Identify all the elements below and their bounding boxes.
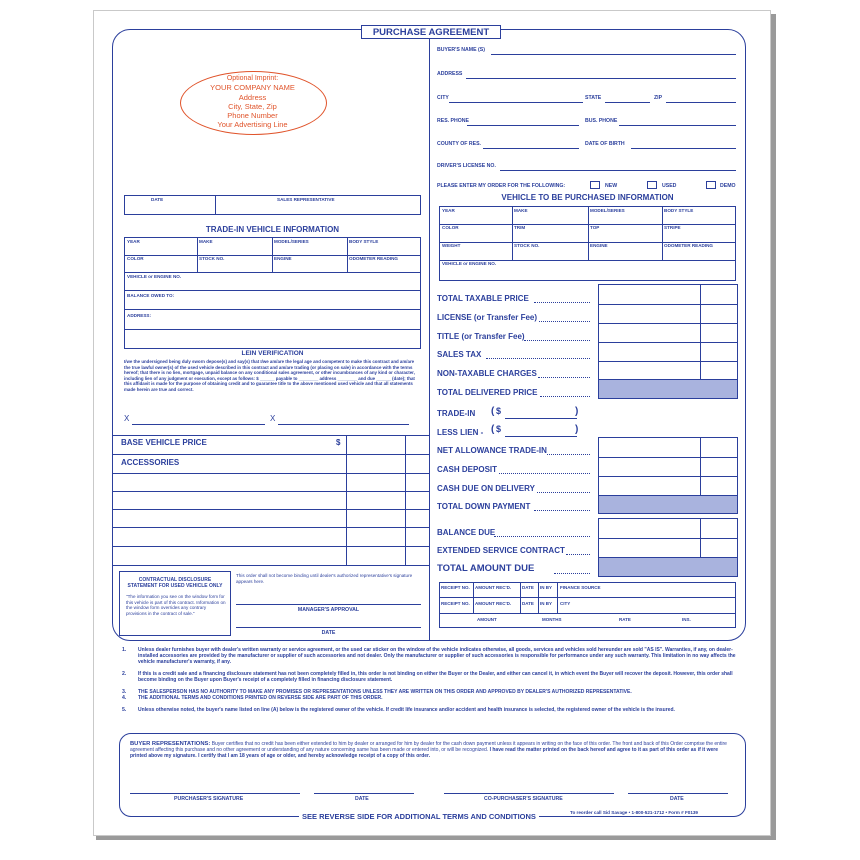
new-label: NEW — [605, 183, 618, 189]
dots — [547, 454, 590, 455]
date-rep-box — [124, 195, 421, 215]
dots — [554, 573, 590, 574]
less-lien-line[interactable] — [505, 436, 577, 437]
vp-engine: ENGINE — [590, 243, 608, 248]
dots — [499, 473, 590, 474]
county-line[interactable] — [483, 148, 579, 149]
dob-line[interactable] — [631, 148, 736, 149]
amount-recd-2: AMOUNT REC'D. — [475, 601, 512, 606]
row-line — [440, 597, 735, 598]
amount-recd-1: AMOUNT REC'D. — [475, 585, 512, 590]
vp-col-line — [588, 207, 589, 260]
binding-note: This order shall not become binding until dealer's authorized representative's signature appears here. — [236, 573, 413, 584]
less-lien-dollar: $ — [496, 424, 502, 434]
demo-checkbox[interactable] — [706, 181, 716, 189]
finance-source: FINANCE SOURCE — [560, 585, 601, 590]
managers-approval-label: MANAGER'S APPROVAL — [297, 607, 360, 613]
row-line — [125, 290, 420, 291]
base-row-line — [112, 473, 429, 474]
address-line[interactable] — [466, 78, 736, 79]
price-box-2 — [598, 437, 738, 514]
contractual-text: "The information you see on the window form for this vehicle is part of this contract. Information on the window form overrides any contrary provisions in the contract of sale." — [126, 594, 226, 616]
total-down-shade — [599, 496, 737, 513]
row-line — [599, 476, 737, 477]
license-label: DRIVER'S LICENSE NO. — [437, 163, 496, 169]
lien-title: LEIN VERIFICATION — [241, 350, 304, 357]
vp-col-line — [512, 207, 513, 260]
base-price-dollar: $ — [336, 438, 341, 447]
ti-stock: STOCK NO. — [199, 256, 225, 261]
bus-phone-label: BUS. PHONE — [585, 118, 618, 124]
row-line — [599, 342, 737, 343]
buyer-rep-label: BUYER REPRESENTATIONS: — [130, 741, 211, 747]
order-prompt: PLEASE ENTER MY ORDER FOR THE FOLLOWING: — [437, 183, 566, 189]
bus-phone-line[interactable] — [619, 125, 736, 126]
col-line — [520, 583, 521, 613]
term-3-text: THE SALESPERSON HAS NO AUTHORITY TO MAKE ANY PROMISES OR REPRESENTATIONS UNLESS THEY ARE WRITTEN ON THIS ORDER AND APPROVED BY DEALER'S AUTHORIZED REPRESENTATIVE. — [138, 689, 632, 695]
in-by-1: IN BY — [540, 585, 553, 590]
dots — [524, 340, 590, 341]
dots — [539, 321, 590, 322]
col-line — [347, 238, 348, 272]
state-line[interactable] — [605, 102, 650, 103]
res-phone-label: RES. PHONE — [437, 118, 469, 124]
col-line — [538, 583, 539, 613]
contractual-title: CONTRACTUAL DISCLOSURE STATEMENT FOR USED VEHICLE ONLY — [127, 577, 223, 589]
vp-trim: TRIM — [514, 225, 526, 230]
col-line — [473, 583, 474, 613]
receipt-city: CITY — [560, 601, 571, 606]
price-box-1 — [598, 284, 738, 399]
base-row-line — [112, 509, 429, 510]
balance-due-label: BALANCE DUE — [437, 528, 496, 537]
manager-sig-line[interactable] — [236, 604, 421, 605]
term-1-text: Unless dealer furnishes buyer with dealer's written warranty or service agreement, or the used car sticker on the window of the vehicle indicates otherwise, all goods, services and vehicles sold hereunder are sold "AS IS". Warranties, if any, on dealer-installed accessories are provided by the manufacturer or supplier of such accessories and not dealer. Only the manufacturer or supplier of such accessories is responsible for performance under any such warranty. This limitation in no way affects the vehicle manufacturer's warranty, if any. — [138, 647, 736, 666]
lien-sig-line-1[interactable] — [132, 424, 265, 425]
purchase-agreement-form — [93, 10, 771, 836]
title-fee-label: TITLE (or Transfer Fee) — [437, 332, 525, 341]
reorder-note: To reorder call Sid Savage • 1-800-521-1712 • Form # F0139 — [570, 810, 698, 815]
vp-body: BODY STYLE — [664, 208, 694, 213]
term-4-num: 4. — [122, 695, 127, 701]
sales-rep-label: SALES REPRESENTATIVE — [277, 197, 335, 202]
dob-label: DATE OF BIRTH — [585, 141, 625, 147]
receipt-months: MONTHS — [542, 617, 562, 622]
receipt-amount: AMOUNT — [477, 617, 497, 622]
city-line[interactable] — [449, 102, 583, 103]
used-label: USED — [662, 183, 677, 189]
row-line — [599, 361, 737, 362]
date1-label: DATE — [355, 796, 369, 802]
manager-date-label: DATE — [321, 630, 336, 636]
county-label: COUNTY OF RES. — [437, 141, 482, 147]
res-phone-line[interactable] — [467, 125, 579, 126]
purchaser-sig-line[interactable] — [130, 793, 300, 794]
net-allowance-label: NET ALLOWANCE TRADE-IN — [437, 446, 547, 455]
license-fee-label: LICENSE (or Transfer Fee) — [437, 313, 538, 322]
ti-model: MODEL/SERIES — [274, 239, 309, 244]
row-line — [125, 309, 420, 310]
vp-col-line — [662, 207, 663, 260]
date1-line[interactable] — [314, 793, 414, 794]
trade-in-label: TRADE-IN — [437, 409, 476, 418]
row-line — [599, 323, 737, 324]
receipt-date-1: DATE — [522, 585, 534, 590]
row-line — [125, 272, 420, 273]
total-delivered-label: TOTAL DELIVERED PRICE — [437, 388, 538, 397]
extended-label: EXTENDED SERVICE CONTRACT — [437, 546, 565, 555]
imprint-advert: Your Advertising Line — [217, 120, 288, 129]
buyer-rep-body: Buyer certifies that no credit has been either extended to him by dealer or arranged for him by dealer for the cash down payment unless it appears in writing on the face of this order. The front and back of this Order comprise the entire agreement affecting this purchase and no other agreement or understanding of any nature concerning same has been made or entered into, or will be recognized. — [130, 741, 727, 754]
dots — [534, 510, 590, 511]
center-divider — [429, 29, 430, 641]
trade-in-dollar: $ — [496, 406, 502, 416]
trade-in-paren-close: ) — [575, 406, 579, 417]
dots — [494, 536, 590, 537]
vp-top: TOP — [590, 225, 600, 230]
base-row-line — [112, 546, 429, 547]
dots — [540, 396, 590, 397]
date2-line[interactable] — [628, 793, 728, 794]
col-line — [215, 196, 216, 214]
ti-address: ADDRESS: — [127, 313, 151, 318]
total-amount-shade — [599, 558, 737, 576]
trade-in-paren: ( — [491, 406, 495, 417]
state-label: STATE — [585, 95, 602, 101]
zip-label: ZIP — [654, 95, 663, 101]
ti-balance-owed: BALANCE OWED TO: — [127, 293, 175, 298]
total-down-label: TOTAL DOWN PAYMENT — [437, 502, 531, 511]
manager-date-line[interactable] — [236, 627, 421, 628]
imprint-address: Address — [238, 93, 267, 102]
price-box-3 — [598, 518, 738, 577]
co-purchaser-sig-label: CO-PURCHASER'S SIGNATURE — [484, 796, 563, 802]
non-taxable-label: NON-TAXABLE CHARGES — [437, 369, 537, 378]
co-purchaser-sig-line[interactable] — [444, 793, 614, 794]
date2-label: DATE — [670, 796, 684, 802]
ti-body: BODY STYLE — [349, 239, 379, 244]
col-line — [197, 238, 198, 272]
row-line — [440, 613, 735, 614]
base-top-line — [112, 435, 429, 436]
title-box — [361, 25, 501, 39]
less-lien-label: LESS LIEN - — [437, 428, 484, 437]
cash-deposit-label: CASH DEPOSIT — [437, 465, 498, 474]
vp-stock: STOCK NO. — [514, 243, 540, 248]
total-delivered-shade — [599, 380, 737, 398]
vp-stripe: STRIPE — [664, 225, 681, 230]
cash-due-label: CASH DUE ON DELIVERY — [437, 484, 535, 493]
term-5-text: Unless otherwise noted, the buyer's name listed on line (A) below is the registered owner of the vehicle. If credit life insurance and/or accident and health insurance is selected, the registered owner of the vehicle is the insured. — [138, 707, 675, 713]
vp-weight: WEIGHT — [442, 243, 461, 248]
receipt-no-1: RECEIPT NO. — [441, 585, 470, 590]
ti-engine: ENGINE — [274, 256, 292, 261]
used-checkbox[interactable] — [647, 181, 657, 189]
dots — [538, 377, 590, 378]
ti-vin: VEHICLE or ENGINE NO. — [127, 274, 182, 279]
lien-x2: X — [270, 414, 276, 423]
vp-year: YEAR — [442, 208, 455, 213]
lien-x1: X — [124, 414, 130, 423]
dots — [537, 492, 590, 493]
lien-text: I/we the undersigned being duly sworn depose(s) and say(s) that I/we am/are the legal age and competent to make this contract and am/are the true lawful owner(s) of the used vehicle described in this contract and am/are trading (or placing on sale) in accordance with the terms hereof; that there is no lien, mortgage, unpaid balance on any conditional sales agreement, or other incumbrances of any kind or character, including lien of any judgment or execution, except as follows: $ ______ payable to ________ address ________ and due ______ (date); that this affidavit is made for the purpose of obtaining credit and to guarantee title to the above mentioned used vehicle and that all statements made herein are true and correct. — [124, 359, 415, 392]
imprint-company: YOUR COMPANY NAME — [210, 83, 295, 92]
base-row-line — [112, 454, 429, 455]
vp-make: MAKE — [514, 208, 528, 213]
sales-tax-label: SALES TAX — [437, 350, 482, 359]
less-lien-paren: ( — [491, 424, 495, 435]
row-line — [599, 304, 737, 305]
purchaser-sig-label: PURCHASER'S SIGNATURE — [174, 796, 244, 802]
dots — [534, 302, 590, 303]
receipt-rate: RATE — [619, 617, 631, 622]
vp-odometer: ODOMETER READING — [664, 243, 714, 248]
buyer-rep-text — [130, 741, 736, 759]
receipt-date-2: DATE — [522, 601, 534, 606]
col-line — [557, 583, 558, 613]
ti-odometer: ODOMETER READING — [349, 256, 399, 261]
buyer-rep-bold: I have read the matter printed on the back hereof and agree to it as part of this order as if it were printed above my signature. I certify that I am 18 years of age or older, and hereby acknowledge receipt of a copy of this order. — [130, 747, 718, 760]
row-line — [599, 457, 737, 458]
imprint-phone: Phone Number — [227, 111, 278, 120]
col-line — [272, 238, 273, 272]
zip-line[interactable] — [666, 102, 736, 103]
receipt-ins: INS. — [682, 617, 691, 622]
term-2-text: If this is a credit sale and a financing disclosure statement has not been completely filled in, this order is not binding on either the Buyer or the Dealer, and either can cancel it, in which event the Buyer will recover the deposit. However, this order shall become binding on the Buyer upon Buyer's receipt of a completely filled in financing disclosure statement. — [138, 671, 733, 684]
ti-color: COLOR — [127, 256, 144, 261]
accessories-label: ACCESSORIES — [121, 458, 180, 467]
imprint-city: City, State, Zip — [228, 102, 277, 111]
trade-in-title: TRADE-IN VEHICLE INFORMATION — [205, 225, 340, 234]
base-row-line — [112, 565, 429, 566]
demo-label: DEMO — [720, 183, 736, 189]
term-4-text: THE ADDITIONAL TERMS AND CONDITIONS PRINTED ON REVERSE SIDE ARE PART OF THIS ORDER. — [138, 695, 383, 701]
base-price-label: BASE VEHICLE PRICE — [121, 438, 207, 447]
term-1-num: 1. — [122, 647, 127, 653]
vp-model: MODEL/SERIES — [590, 208, 625, 213]
less-lien-paren-close: ) — [575, 424, 579, 435]
address-label: ADDRESS — [437, 71, 463, 77]
row-line — [599, 538, 737, 539]
contractual-box — [119, 571, 231, 636]
form-title: PURCHASE AGREEMENT — [372, 27, 490, 38]
total-taxable-label: TOTAL TAXABLE PRICE — [437, 294, 529, 303]
row-line — [125, 329, 420, 330]
dots — [566, 554, 590, 555]
date-label: DATE — [151, 197, 164, 202]
imprint-label: Optional Imprint: — [226, 75, 279, 82]
term-2-num: 2. — [122, 671, 127, 677]
term-5-num: 5. — [122, 707, 127, 713]
vehicle-purchased-title: VEHICLE TO BE PURCHASED INFORMATION — [501, 193, 674, 202]
new-checkbox[interactable] — [590, 181, 600, 189]
trade-in-line[interactable] — [505, 418, 577, 419]
term-3-num: 3. — [122, 689, 127, 695]
vp-color: COLOR — [442, 225, 459, 230]
buyer-name-line[interactable] — [491, 54, 736, 55]
vp-vin: VEHICLE or ENGINE NO. — [442, 261, 497, 266]
buyer-name-label: BUYER'S NAME (S) — [437, 47, 485, 53]
dots — [486, 358, 590, 359]
receipt-no-2: RECEIPT NO. — [441, 601, 470, 606]
see-reverse-footer: SEE REVERSE SIDE FOR ADDITIONAL TERMS AND CONDITIONS — [299, 813, 539, 821]
ti-make: MAKE — [199, 239, 213, 244]
base-row-line — [112, 491, 429, 492]
license-line[interactable] — [500, 170, 736, 171]
in-by-2: IN BY — [540, 601, 553, 606]
base-row-line — [112, 527, 429, 528]
city-label: CITY — [437, 95, 449, 101]
lien-sig-line-2[interactable] — [278, 424, 409, 425]
ti-year: YEAR — [127, 239, 140, 244]
total-amount-label: TOTAL AMOUNT DUE — [437, 563, 535, 574]
